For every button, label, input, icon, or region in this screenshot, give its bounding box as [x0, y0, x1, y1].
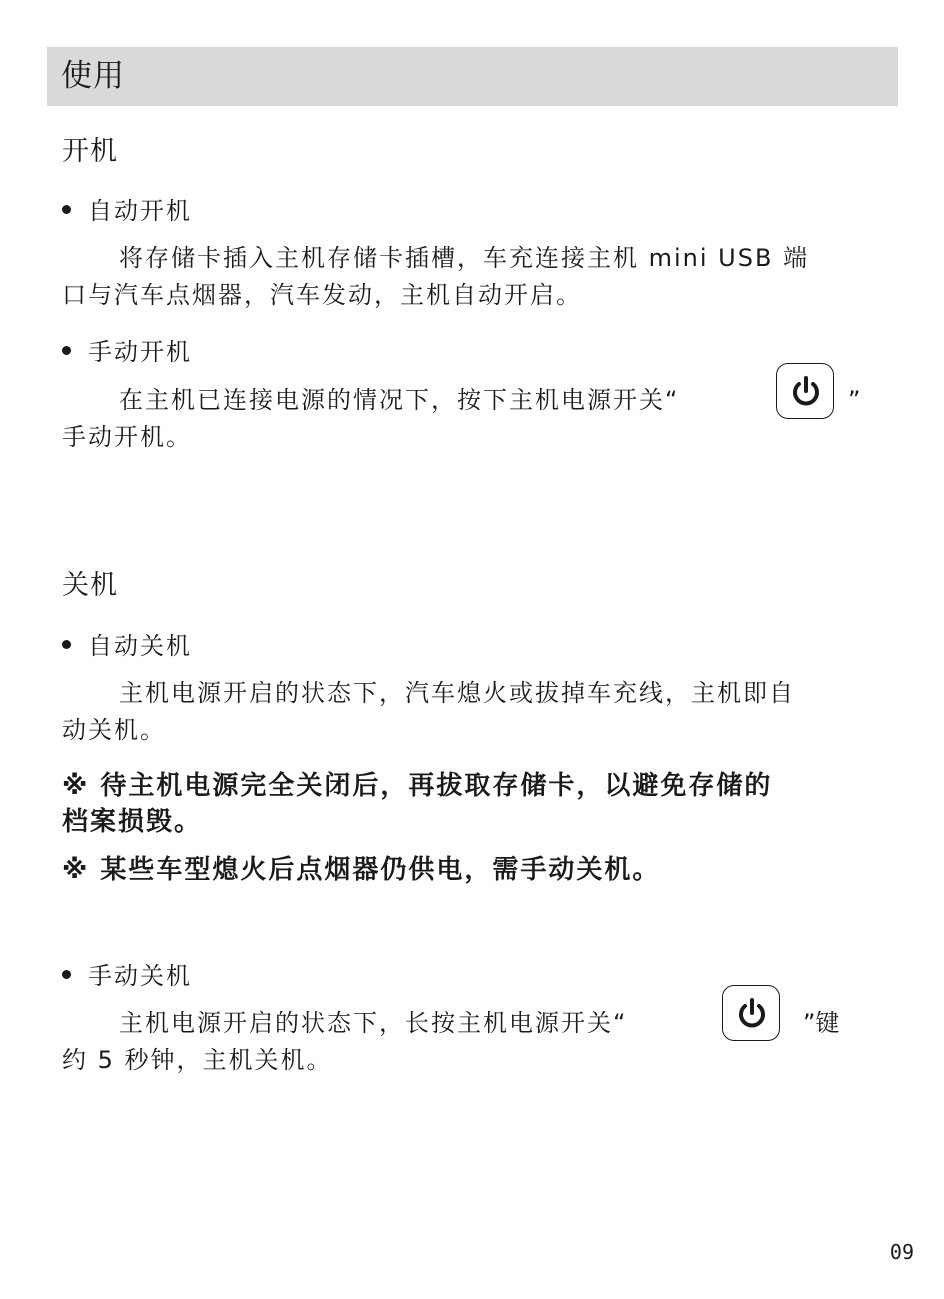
power-button-illustration: [722, 985, 780, 1041]
auto-power-off-line2: 动关机。: [62, 716, 166, 744]
auto-power-off-label: 自动关机: [88, 632, 192, 660]
auto-power-on-line1: 将存储卡插入主机存储卡插槽，车充连接主机 mini USB 端: [119, 244, 810, 272]
power-icon: [790, 376, 822, 408]
manual-power-off-line2: 约 5 秒钟，主机关机。: [62, 1046, 333, 1074]
auto-power-off-bullet: [62, 630, 192, 662]
warning-note-1: [62, 768, 882, 840]
warning-note-2: [62, 852, 882, 888]
page-title: 使用: [61, 58, 125, 94]
power-icon: [736, 998, 768, 1030]
manual-power-off-bullet: [62, 960, 192, 992]
auto-power-off-line1: 主机电源开启的状态下，汽车熄火或拔掉车充线，主机即自: [119, 679, 795, 707]
power-on-heading: 开机: [62, 136, 118, 167]
bullet-dot-icon: [62, 970, 71, 979]
auto-power-on-text: [62, 240, 882, 314]
manual-power-on-close-quote: ”: [848, 386, 861, 414]
manual-power-on-line1: 在主机已连接电源的情况下，按下主机电源开关“: [119, 386, 680, 414]
warning-note-1-line1: ※ 待主机电源完全关闭后，再拔取存储卡，以避免存储的: [62, 771, 773, 801]
auto-power-on-label: 自动开机: [88, 197, 192, 225]
power-off-heading: 关机: [62, 570, 118, 601]
auto-power-on-line2: 口与汽车点烟器，汽车发动，主机自动开启。: [62, 281, 582, 309]
bullet-dot-icon: [62, 640, 71, 649]
auto-power-off-text: [62, 675, 882, 749]
bullet-dot-icon: [62, 205, 71, 214]
manual-power-off-line1: 主机电源开启的状态下，长按主机电源开关“: [119, 1009, 628, 1037]
section-header-bar: [47, 47, 898, 106]
auto-power-on-bullet: [62, 195, 192, 227]
manual-power-off-label: 手动关机: [88, 962, 192, 990]
bullet-dot-icon: [62, 346, 71, 355]
manual-power-on-label: 手动开机: [88, 338, 192, 366]
manual-power-on-text: [62, 382, 882, 456]
page-number: 09: [889, 1240, 914, 1264]
manual-power-on-bullet: [62, 336, 192, 368]
warning-note-2-line1: ※ 某些车型熄火后点烟器仍供电，需手动关机。: [62, 855, 661, 885]
warning-note-1-line2: 档案损毁。: [62, 807, 203, 837]
manual-power-on-line2: 手动开机。: [62, 423, 192, 451]
manual-power-off-close-quote: ”键: [803, 1009, 840, 1037]
power-button-illustration: [776, 363, 834, 419]
